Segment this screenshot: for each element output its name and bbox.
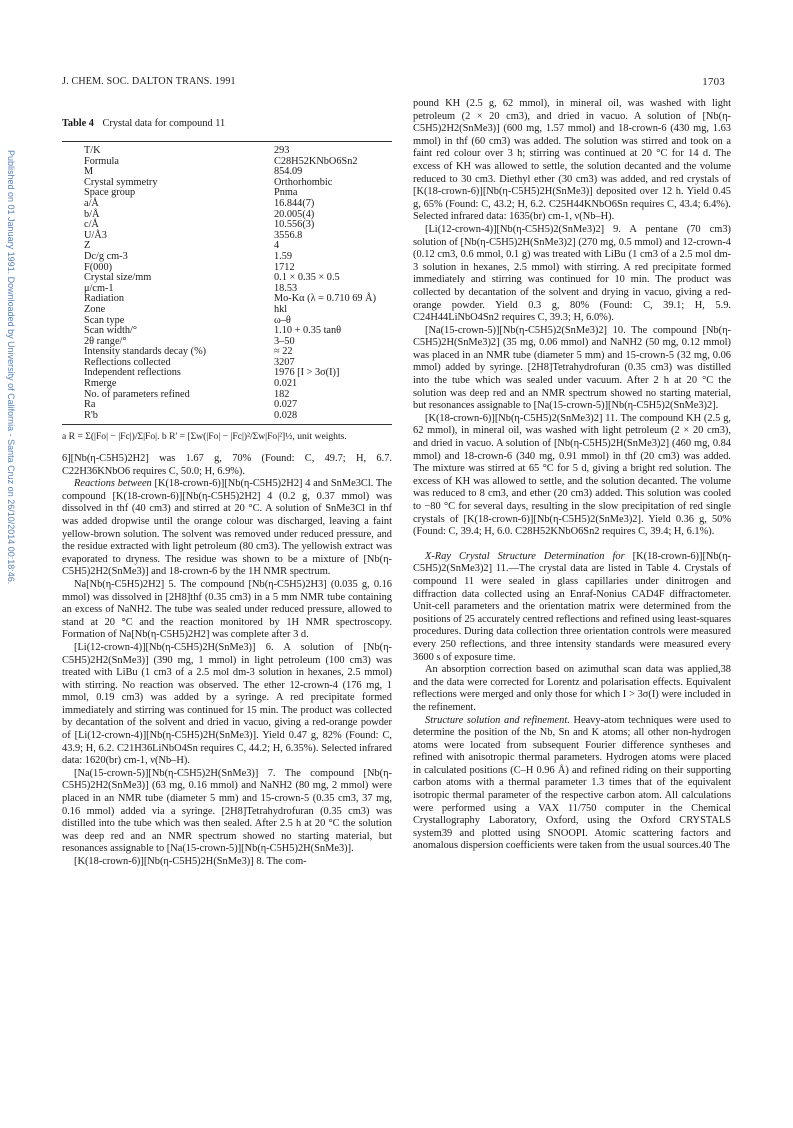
table-row-value: Mo-Kα (λ = 0.710 69 Å) [274, 293, 376, 305]
table-caption [62, 118, 392, 129]
table-row-value: 293 [274, 145, 290, 156]
table-row-value: 3–50 [274, 335, 295, 347]
right-column-text [413, 98, 731, 853]
table-row-label: Scan type [84, 314, 125, 326]
table-row-value: 16.844(7) [274, 197, 315, 209]
body-paragraph [62, 856, 392, 869]
table-row-value: 0.1 × 0.35 × 0.5 [274, 272, 340, 284]
body-paragraph [413, 413, 731, 539]
table-row [62, 188, 392, 199]
table-row-label: U/Å3 [84, 229, 107, 241]
table-row-value: Orthorhombic [274, 176, 333, 188]
body-paragraph [62, 579, 392, 642]
download-notice-text[interactable]: Published on 01 January 1991. Downloaded by University of California - Santa Cruz on 26/10/2014 00:18:46. [6, 150, 16, 585]
left-column-text [62, 453, 392, 869]
paragraph-text: pound KH (2.5 g, 62 mmol), in mineral oil, was washed with light petroleum (2 × 20 cm3), and dried in vacuo. A solution of [Nb(η-C5H5)2H2(SnMe3)] (600 mg, 1.57 mmol) and 18-crown-6 (430 mg, 1.63 mmol) in thf (60 cm3) was added. The solution was stirred and took on a faint red colour over 3 h; stirring was continued at 20 °C for 14 d. The excess of KH was allowed to settle, the solution decanted and the volume reduced to 30 cm3. Diethyl ether (30 cm3) was added, and red crystals of [K(18-crown-6)][Nb(η-C5H5)2H(SnMe3)] deposited over 12 h. Yield 0.45 g, 65% (Found: C, 43.2; H, 6.2. C25H44KNbO6Sn requires C, 43.4; 6.4%). Selected infrared data: 1635(br) cm-1, ν(Nb–H). [413, 98, 731, 223]
section-heading: Structure solution and refinement. [425, 714, 570, 726]
table-row-label: T/K [84, 145, 101, 156]
table-row-label: No. of parameters refined [84, 388, 190, 400]
table-row [62, 305, 392, 316]
paragraph-text: 6][Nb(η-C5H5)2H2] was 1.67 g, 70% (Found: C, 49.7; H, 6.7. C22H36KNbO6 requires C, 50.0; H, 6.9%). [62, 453, 392, 477]
table-row-value: hkl [274, 303, 288, 315]
table-row [62, 252, 392, 263]
table-row-value: 0.028 [274, 409, 298, 421]
table-row [62, 199, 392, 210]
table-row-label: c/Å [84, 219, 99, 231]
running-header-journal: J. CHEM. SOC. DALTON TRANS. 1991 [62, 76, 236, 87]
table-row-label: μ/cm-1 [84, 282, 114, 294]
table-row-label: Dc/g cm-3 [84, 250, 128, 262]
body-paragraph [62, 642, 392, 768]
paragraph-text: [Na(15-crown-5)][Nb(η-C5H5)2(SnMe3)2] 10. The compound [Nb(η-C5H5)2H(SnMe3)2] (35 mg, 0.06 mmol) and NaNH2 (50 mg, 0.12 mmol) was placed in an NMR tube (diameter 5 mm) and 15-crown-5 (32 mg, 0.06 mmol) added by syringe. [2H8]Tetrahydrofuran (0.35 cm3) was distilled into the tube which was sealed under vacuum. After 2 h at 20 °C the solution was deep red and an NMR spectrum showed no starting material, but resonances assignable to [Na(15-crown-5)][Nb(η-C5H5)2(SnMe3)2]. [413, 324, 731, 412]
download-notice [4, 150, 16, 950]
table-row-label: Crystal symmetry [84, 176, 158, 188]
table-row-value: ≈ 22 [274, 346, 293, 358]
section-heading: X-Ray Crystal Structure Determination for [425, 550, 625, 562]
paragraph-text: [Li(12-crown-4)][Nb(η-C5H5)2H(SnMe3)] 6. A solution of [Nb(η-C5H5)2H2(SnMe3)] (390 mg, 1 mmol) in light petroleum (100 cm3) was treated with LiBu (1 cm3 of a 2.5 mol dm-3 solution in hexanes, 2.5 mmol) with stirring. No reaction was observed. The ether 12-crown-4 (176 mg, 1 mmol, 0.19 cm3) was added by a syringe. A red precipitate formed immediately and stirring was continued for 15 min. The product was collected by decantation of the solvent and dried in vacuo, giving a red-orange powder of [Li(12-crown-4)][Nb(η-C5H5)2H(SnMe3)]. Yield 0.47 g, 82% (Found: C, 43.9; H, 6.2. C21H36LiNbO4Sn requires C, 44.2; H, 6.35%). Selected infrared data: 1620(br) cm-1, ν(Nb–H). [62, 641, 392, 767]
table-row [62, 400, 392, 411]
paragraph-text: Na[Nb(η-C5H5)2H2] 5. The compound [Nb(η-C5H5)2H3] (0.035 g, 0.16 mmol) was dissolved in [2H8]thf (0.35 cm3) in a 5 mm NMR tube containing an excess of NaNH2. The tube was sealed under reduced pressure, allowed to stand at 20 °C and the reaction monitored by 1H NMR spectroscopy. Formation of Na[Nb(η-C5H5)2H2] was complete after 3 d. [62, 578, 392, 641]
paragraph-text: [K(18-crown-6)][Nb(η-C5H5)2H(SnMe3)] 8. The com- [74, 856, 307, 867]
body-paragraph [413, 715, 731, 854]
body-paragraph [413, 664, 731, 714]
table-label: Table 4 [62, 118, 94, 129]
paragraph-text: Heavy-atom techniques were used to determine the position of the Nb, Sn and K atoms; all other non-hydrogen atoms were located from subsequent Fourier difference syntheses and refined with anisotropic thermal parameters. Hydrogen atoms were placed in calculated positions (C–H 0.96 Å) and refined riding on their supporting carbon atoms with a thermal parameter 1.3 times that of the equivalent isotropic thermal parameter of the respective carbon atom. All calculations were performed using a VAX 11/750 computer in the Chemical Crystallography Laboratory, Oxford, using the Oxford CRYSTALS system39 and plotted using SNOOPI. Atomic scattering factors and anomalous dispersion coefficients were taken from the usual sources.40 The [413, 714, 732, 852]
table-row [62, 294, 392, 305]
table-row [62, 220, 392, 231]
table-row-label: Crystal size/mm [84, 272, 152, 284]
table-row-label: Z [84, 240, 91, 252]
table-row-label: Rmerge [84, 378, 117, 390]
table-row-value: 1976 [I > 3σ(I)] [274, 367, 340, 379]
table-row-label: Space group [84, 187, 136, 199]
paragraph-text: [K(18-crown-6)][Nb(η-C5H5)2(SnMe3)2] 11. The compound KH (2.5 g, 62 mmol), in mineral oil, was washed with light petroleum (2 × 20 cm3), and dried in vacuo. A solution of [Nb(η-C5H5)2H(SnMe3)2] (460 mg, 0.84 mmol) and 18-crown-6 (340 mg, 0.91 mmol) in thf (20 cm3) was added. The mixture was stirred at 65 °C for 5 d, giving a bright red solution. The excess of KH was allowed to settle, and the solution decanted. The volume was reduced to 8 cm3, and ether (20 cm3) added. This solution was cooled to −80 °C for several days, resulting in the slow precipitation of red single crystals of [K(18-crown-6)][Nb(η-C5H5)2(SnMe3)2]. Yield 0.36 g, 50% (Found: C, 39.4; H, 6.0. C28H52KNbO6Sn2 requires C, 39.4; H, 6.1%). [413, 412, 731, 538]
table-row [62, 210, 392, 221]
table-row-label: M [84, 166, 94, 178]
table-row-value: 20.005(4) [274, 208, 315, 220]
page-number: 1703 [702, 76, 725, 88]
body-paragraph [413, 98, 731, 224]
table-row-label: 2θ range/° [84, 335, 127, 347]
table-row [62, 390, 392, 401]
table-row-label: Zone [84, 303, 106, 315]
table-row-label: a/Å [84, 197, 99, 209]
table-row-value: 0.021 [274, 378, 298, 390]
table-footnote: a R = Σ(|Fo| − |Fc|)/Σ|Fo|. b R' = [Σw(|Fo| − |Fc|)²/Σw|Fo|²]½, unit weights. [62, 431, 347, 443]
paragraph-text: An absorption correction based on azimuthal scan data was applied,38 and the data were corrected for Lorentz and polarisation effects. Equivalent reflections were merged and only those for which I > 3σ(I) were included in the refinement. [413, 664, 731, 713]
paragraph-text: [Li(12-crown-4)][Nb(η-C5H5)2(SnMe3)2] 9. A pentane (70 cm3) solution of [Nb(η-C5H5)2H(SnMe3)2] (270 mg, 0.5 mmol) and 12-crown-4 (0.12 cm3, 0.6 mmol, 0.1 g) was treated with LiBu (1 cm3 of a 2.5 mol dm-3 solution in hexanes, 2.5 mmol) with stirring. A red precipitate formed immediately and stirring was continued for 10 min. The product was collected by decantation of the solvent and drying in vacuo, giving a red-orange powder. Yield 0.3 g, 80% (Found: C, 39.1; H, 5.9. C24H44LiNbO4Sn2 requires C, 39.3; H, 6.0%). [413, 223, 731, 324]
table-row-value: 182 [274, 388, 290, 400]
table-row-label: Scan width/° [84, 325, 138, 337]
table-row-value: 1.59 [274, 250, 293, 262]
table-row-value: ω–θ [274, 314, 291, 326]
section-heading: Reactions between [74, 478, 152, 490]
body-paragraph [62, 768, 392, 856]
body-paragraph [413, 551, 731, 664]
table-row-value: 4 [274, 240, 280, 252]
body-paragraph [62, 453, 392, 478]
paragraph-text: [K(18-crown-6)][Nb(η-C5H5)2(SnMe3)2] 11.—The crystal data are listed in Table 4. Crystals of compound 11 were sealed in glass capillaries under dinitrogen and diffraction data collected using an Enraf-Nonius CAD4F diffractometer. Unit-cell parameters and the orientation matrix were determined from the positions of 25 accurately centred reflections and refined using least-squares procedures. During data collection three orientation controls were measured every 250 reflections, and three intensity standards were measured every 3600 s of exposure time. [413, 550, 731, 663]
table-row-value: Pnma [274, 187, 298, 199]
table-row-value: 1712 [274, 261, 295, 273]
table-row [62, 231, 392, 242]
table-row [62, 411, 392, 422]
table-row-label: Independent reflections [84, 367, 181, 379]
table-row-label: F(000) [84, 261, 113, 273]
paragraph-text: [Na(15-crown-5)][Nb(η-C5H5)2H(SnMe3)] 7. The compound [Nb(η-C5H5)2H2(SnMe3)] (63 mg, 0.16 mmol) and NaNH2 (80 mg, 2 mmol) were placed in an NMR tube (diameter 5 mm) and 15-crown-5 (0.35 cm3, 37 mg, 0.16 mmol) added via a syringe. [2H8]Tetrahydrofuran (0.35 cm3) was distilled into the tube which was then sealed. After 2.5 h at 20 °C the solution was deep red and an NMR spectrum showed no starting material, but resonances assignable to [Na(15-crown-5)][Nb(η-C5H5)2H(SnMe3)]. [62, 767, 392, 855]
table-row-value: 3556.8 [274, 229, 303, 241]
table-row-value: 0.027 [274, 399, 298, 411]
body-paragraph [62, 478, 392, 579]
table-row-label: Reflections collected [84, 356, 171, 368]
paragraph-text: [K(18-crown-6)][Nb(η-C5H5)2H2] 4 and SnMe3Cl. The compound [K(18-crown-6)][Nb(η-C5H5)2H2] 4 (0.2 g, 0.37 mmol) was dissolved in thf (40 cm3) and stirred at 20 °C. A solution of SnMe3Cl in thf was added dropwise until the orange colour was discharged, leaving a faint yellow-brown solution. The solvent was removed under reduced pressure, and the residue extracted with light petroleum (80 cm3). The yellowish extract was evaporated to dryness. The residue was shown to be a mixture of [Nb(η-C5H5)2H2(SnMe3)] and 18-crown-6 by the 1H NMR spectrum. [62, 478, 393, 578]
table-row-label: Intensity standards decay (%) [84, 346, 207, 358]
table-row-value: 854.09 [274, 166, 303, 178]
table-row [62, 146, 392, 157]
body-paragraph [413, 325, 731, 413]
table-row-value: 18.53 [274, 282, 298, 294]
table-row-value: 10.556(3) [274, 219, 315, 231]
table-row-label: b/Å [84, 208, 100, 220]
table-bottom-rule [62, 424, 392, 425]
table-row [62, 157, 392, 168]
table-row-value: 3207 [274, 356, 295, 368]
table-row-value: C28H52KNbO6Sn2 [274, 155, 358, 167]
table-row-label: Radiation [84, 293, 125, 305]
table-body [62, 142, 392, 424]
table-row-label: R'b [84, 409, 98, 421]
table-title: Crystal data for compound 11 [102, 118, 226, 129]
table-row-label: Formula [84, 155, 119, 167]
body-paragraph [413, 224, 731, 325]
crystal-data-table [62, 118, 392, 442]
table-row-label: Ra [84, 399, 96, 411]
table-row-value: 1.10 + 0.35 tanθ [274, 325, 342, 337]
